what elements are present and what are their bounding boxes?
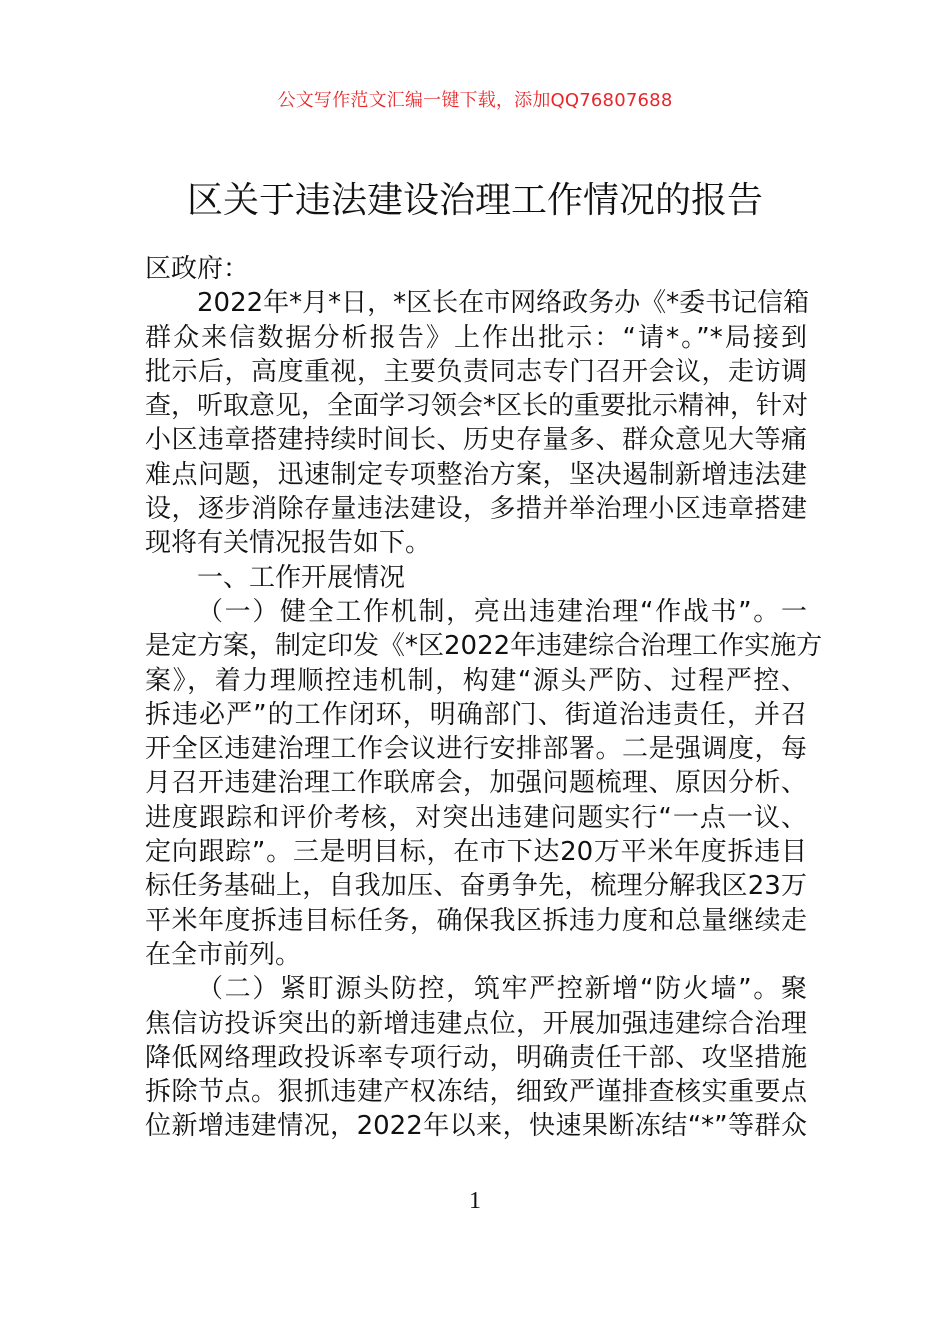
document-title: 区关于违法建设治理工作情况的报告 xyxy=(186,180,763,221)
paragraph-line: 查，听取意见，全面学习领会*区长的重要批示精神，针对 xyxy=(145,391,809,422)
paragraph-line: 定向跟踪”。三是明目标，在市下达20万平米年度拆违目 xyxy=(145,837,807,868)
paragraph-line: 焦信访投诉突出的新增违建点位，开展加强违建综合治理 xyxy=(145,1008,807,1039)
paragraph-line: 开全区违建治理工作会议进行安排部署。二是强调度，每 xyxy=(145,734,807,765)
watermark-banner: 公文写作范文汇编一键下载，添加QQ76807688 xyxy=(277,90,673,111)
paragraph-line: 2022年*月*日，*区长在市网络政务办《*委书记信箱 xyxy=(197,288,810,319)
salutation: 区政府： xyxy=(145,254,250,284)
paragraph-line: 案》，着力理顺控违机制，构建“源头严防、过程严控、 xyxy=(145,665,807,696)
paragraph-line: 在全市前列。 xyxy=(145,939,302,970)
paragraph-line: 小区违章搭建持续时间长、历史存量多、群众意见大等痛 xyxy=(145,425,807,456)
document-body xyxy=(145,252,823,1144)
paragraph-line: 月召开违建治理工作联席会，加强问题梳理、原因分析、 xyxy=(145,768,807,799)
paragraph-line: 降低网络理政投诉率专项行动，明确责任干部、攻坚措施 xyxy=(145,1042,807,1073)
paragraph-line: 设，逐步消除存量违法建设，多措并举治理小区违章搭建 xyxy=(145,494,807,525)
paragraph-line: 位新增违建情况，2022年以来，快速果断冻结“*”等群众 xyxy=(145,1111,807,1142)
paragraph-line: 进度跟踪和评价考核，对突出违建问题实行“一点一议、 xyxy=(145,802,807,833)
paragraph-line: 标任务基础上，自我加压、奋勇争先，梳理分解我区23万 xyxy=(145,871,807,902)
paragraph-line: 群众来信数据分析报告》上作出批示：“请*。”*局接到 xyxy=(145,322,807,353)
paragraph-line: 平米年度拆违目标任务，确保我区拆违力度和总量继续走 xyxy=(145,905,807,936)
section-heading: 一、工作开展情况 xyxy=(197,562,406,593)
paragraph-line: 拆除节点。狠抓违建产权冻结，细致严谨排查核实重要点 xyxy=(145,1077,807,1108)
paragraph-line: 拆违必严”的工作闭环，明确部门、街道治违责任，并召 xyxy=(145,699,807,730)
subsection-heading-line: （二）紧盯源头防控，筑牢严控新增“防火墙”。聚 xyxy=(197,974,807,1005)
paragraph-line: 是定方案，制定印发《*区2022年违建综合治理工作实施方 xyxy=(145,631,823,662)
paragraph-line: 难点问题，迅速制定专项整治方案，坚决遏制新增违法建 xyxy=(145,459,807,490)
page-number: 1 xyxy=(469,1188,481,1214)
paragraph-line: 现将有关情况报告如下。 xyxy=(145,528,432,559)
paragraph-line: 批示后，高度重视，主要负责同志专门召开会议，走访调 xyxy=(145,356,807,387)
subsection-heading-line: （一）健全工作机制，亮出违建治理“作战书”。一 xyxy=(197,596,807,627)
